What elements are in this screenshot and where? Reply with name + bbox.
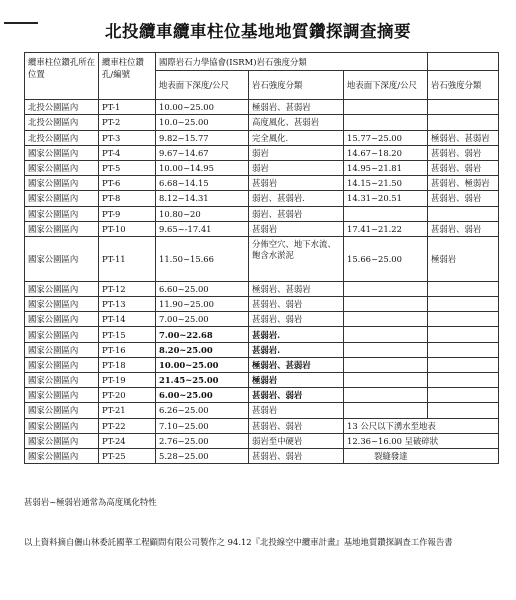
cell-strength-1: 甚弱岩. — [249, 327, 344, 342]
cell-strength-2: 極弱岩、甚弱岩 — [428, 130, 499, 145]
cell-borehole-id: PT-18 — [99, 357, 156, 372]
table-row — [25, 403, 499, 418]
cell-depth-1: 2.76~25.00 — [156, 433, 249, 448]
cell-depth-2 — [344, 403, 428, 418]
cell-strength-1: 極弱岩 — [249, 373, 344, 388]
cell-borehole-id: PT-8 — [99, 191, 156, 206]
cell-location: 國家公園區內 — [25, 312, 99, 327]
cell-strength-2 — [428, 342, 499, 357]
cell-strength-1: 弱岩 — [249, 160, 344, 175]
page-title: 北投纜車纜車柱位基地地質鑽探調查摘要 — [105, 22, 411, 41]
header-isrm: 國際岩石力學協會(ISRM)岩石強度分類 — [156, 53, 428, 71]
cell-borehole-id: PT-15 — [99, 327, 156, 342]
table-row — [25, 281, 499, 296]
cell-depth-1: 10.00~14.95 — [156, 160, 249, 175]
cell-depth-2 — [344, 388, 428, 403]
cell-strength-2 — [428, 206, 499, 221]
cell-location: 國家公園區內 — [25, 281, 99, 296]
cell-strength-1: 甚弱岩、弱岩 — [249, 297, 344, 312]
cell-location: 國家公園區內 — [25, 145, 99, 160]
cell-strength-2: 甚弱岩、弱岩 — [428, 160, 499, 175]
table-row — [25, 145, 499, 160]
table-row — [25, 130, 499, 145]
source-citation: 以上資料摘自儷山林委託國華工程顧問有限公司製作之 94.12『北投線空中纜車計畫』基地地質鑽探調查工作報告書 — [24, 537, 453, 547]
cell-depth-1: 8.20~25.00 — [156, 342, 249, 357]
cell-strength-2: 甚弱岩、弱岩 — [428, 191, 499, 206]
table-row — [25, 373, 499, 388]
cell-strength-2: 甚弱岩、弱岩 — [428, 145, 499, 160]
cell-borehole-id: PT-19 — [99, 373, 156, 388]
cell-strength-1: 弱岩 — [249, 145, 344, 160]
cell-depth-1: 9.82~15.77 — [156, 130, 249, 145]
cell-strength-2 — [428, 281, 499, 296]
header-depth-2: 地表面下深度/公尺 — [344, 71, 428, 100]
cell-strength-1: 極弱岩、甚弱岩 — [249, 100, 344, 115]
table-row — [25, 206, 499, 221]
cell-borehole-id: PT-5 — [99, 160, 156, 175]
cell-strength-2 — [428, 100, 499, 115]
cell-depth-2 — [344, 115, 428, 130]
cell-depth-2 — [344, 312, 428, 327]
cell-borehole-id: PT-11 — [99, 236, 156, 281]
cell-strength-1: 高度風化、甚弱岩 — [249, 115, 344, 130]
cell-location: 國家公園區內 — [25, 388, 99, 403]
cell-strength-1: 甚弱岩. — [249, 342, 344, 357]
cell-borehole-id: PT-12 — [99, 281, 156, 296]
cell-strength-1: 甚弱岩 — [249, 403, 344, 418]
cell-borehole-id: PT-6 — [99, 176, 156, 191]
cell-depth-2: 15.77~25.00 — [344, 130, 428, 145]
header-strength-2: 岩石強度分類 — [428, 71, 499, 100]
table-row — [25, 191, 499, 206]
cell-location: 國家公園區內 — [25, 191, 99, 206]
cell-location: 國家公園區內 — [25, 373, 99, 388]
table-row — [25, 388, 499, 403]
cell-depth-2: 14.15~21.50 — [344, 176, 428, 191]
cell-strength-2 — [428, 357, 499, 372]
cell-depth-2 — [344, 342, 428, 357]
cell-strength-2 — [428, 388, 499, 403]
cell-strength-1: 甚弱岩、弱岩 — [249, 418, 344, 433]
cell-strength-2: 極弱岩 — [428, 236, 499, 281]
cell-location: 國家公園區內 — [25, 403, 99, 418]
cell-strength-1: 弱岩、甚弱岩. — [249, 191, 344, 206]
header-blank — [428, 53, 499, 71]
cell-depth-1: 5.28~25.00 — [156, 448, 249, 463]
cell-strength-1: 極弱岩、甚弱岩 — [249, 357, 344, 372]
cell-strength-1: 甚弱岩 — [249, 176, 344, 191]
cell-borehole-id: PT-16 — [99, 342, 156, 357]
cell-strength-2 — [428, 115, 499, 130]
cell-borehole-id: PT-24 — [99, 433, 156, 448]
cell-strength-2: 甚弱岩、弱岩 — [428, 221, 499, 236]
cell-borehole-id: PT-4 — [99, 145, 156, 160]
cell-borehole-id: PT-13 — [99, 297, 156, 312]
cell-depth-1: 11.90~25.00 — [156, 297, 249, 312]
cell-depth-1: 10.0~25.00 — [156, 115, 249, 130]
cell-depth-2 — [344, 297, 428, 312]
cell-location: 國家公園區內 — [25, 357, 99, 372]
cell-remark: 12.36~16.00 呈破碎狀 — [344, 433, 499, 448]
cell-location: 國家公園區內 — [25, 297, 99, 312]
table-row — [25, 418, 499, 433]
header-location: 纜車柱位鑽孔所在位置 — [25, 53, 99, 100]
cell-location: 國家公園區內 — [25, 448, 99, 463]
cell-depth-1: 7.00~22.68 — [156, 327, 249, 342]
table-row — [25, 176, 499, 191]
cell-depth-1: 6.00~25.00 — [156, 388, 249, 403]
cell-depth-2: 14.67~18.20 — [344, 145, 428, 160]
cell-strength-1: 甚弱岩、弱岩 — [249, 312, 344, 327]
footnote: 甚弱岩~極弱岩通常為高度風化特性 — [24, 497, 157, 507]
table-row — [25, 115, 499, 130]
table-row — [25, 342, 499, 357]
header-strength-1: 岩石強度分類 — [249, 71, 344, 100]
cell-borehole-id: PT-14 — [99, 312, 156, 327]
cell-depth-1: 11.50~15.66 — [156, 236, 249, 281]
table-row — [25, 448, 499, 463]
cell-borehole-id: PT-1 — [99, 100, 156, 115]
cell-location: 國家公園區內 — [25, 342, 99, 357]
cell-borehole-id: PT-25 — [99, 448, 156, 463]
table-row — [25, 297, 499, 312]
cell-depth-1: 6.60~25.00 — [156, 281, 249, 296]
header-depth-1: 地表面下深度/公尺 — [156, 71, 249, 100]
cell-location: 北投公園區內 — [25, 130, 99, 145]
cell-borehole-id: PT-10 — [99, 221, 156, 236]
cell-depth-2 — [344, 373, 428, 388]
cell-depth-2 — [344, 357, 428, 372]
cell-strength-2 — [428, 327, 499, 342]
cell-strength-1: 弱岩至中硬岩 — [249, 433, 344, 448]
cell-location: 國家公園區內 — [25, 176, 99, 191]
cell-strength-2 — [428, 403, 499, 418]
table-row — [25, 221, 499, 236]
cell-depth-2 — [344, 327, 428, 342]
cell-depth-2: 14.95~21.81 — [344, 160, 428, 175]
table-row — [25, 433, 499, 448]
cell-depth-1: 10.80~20 — [156, 206, 249, 221]
cell-location: 北投公園區內 — [25, 100, 99, 115]
cell-location: 國家公園區內 — [25, 206, 99, 221]
cell-strength-1: 弱岩、甚弱岩 — [249, 206, 344, 221]
cell-depth-2: 17.41~21.22 — [344, 221, 428, 236]
header-borehole-id: 纜車柱位鑽孔/編號 — [99, 53, 156, 100]
cell-strength-1: 分佈空穴、地下水流、飽含水淤泥 — [249, 236, 344, 281]
cell-borehole-id: PT-9 — [99, 206, 156, 221]
cell-depth-1: 7.00~25.00 — [156, 312, 249, 327]
cell-depth-2 — [344, 100, 428, 115]
cell-strength-2 — [428, 297, 499, 312]
cell-depth-1: 10.00~25.00 — [156, 357, 249, 372]
cell-borehole-id: PT-22 — [99, 418, 156, 433]
table-row — [25, 236, 499, 281]
cell-location: 北投公園區內 — [25, 115, 99, 130]
table-row — [25, 357, 499, 372]
cell-strength-1: 完全風化. — [249, 130, 344, 145]
cell-borehole-id: PT-2 — [99, 115, 156, 130]
cell-depth-1: 21.45~25.00 — [156, 373, 249, 388]
cell-remark: 13 公尺以下湧水至地表 — [344, 418, 499, 433]
cell-borehole-id: PT-21 — [99, 403, 156, 418]
cell-strength-1: 極弱岩、甚弱岩 — [249, 281, 344, 296]
table-row — [25, 160, 499, 175]
cell-borehole-id: PT-20 — [99, 388, 156, 403]
cell-strength-2 — [428, 373, 499, 388]
cell-strength-1: 甚弱岩、弱岩 — [249, 448, 344, 463]
cell-location: 國家公園區內 — [25, 433, 99, 448]
table-row — [25, 100, 499, 115]
cell-depth-2: 14.31~20.51 — [344, 191, 428, 206]
cell-strength-1: 甚弱岩、弱岩 — [249, 388, 344, 403]
cell-depth-1: 9.65~-17.41 — [156, 221, 249, 236]
cell-strength-1: 甚弱岩 — [249, 221, 344, 236]
borehole-table — [24, 52, 499, 464]
cell-location: 國家公園區內 — [25, 160, 99, 175]
cell-location: 國家公園區內 — [25, 418, 99, 433]
cell-depth-1: 8.12~14.31 — [156, 191, 249, 206]
cell-depth-1: 6.68~14.15 — [156, 176, 249, 191]
cell-depth-1: 7.10~25.00 — [156, 418, 249, 433]
cell-depth-1: 9.67~14.67 — [156, 145, 249, 160]
cell-depth-1: 6.26~25.00 — [156, 403, 249, 418]
cell-borehole-id: PT-3 — [99, 130, 156, 145]
cell-location: 國家公園區內 — [25, 327, 99, 342]
cell-strength-2: 甚弱岩、極弱岩 — [428, 176, 499, 191]
cell-depth-2 — [344, 281, 428, 296]
cell-depth-2 — [344, 206, 428, 221]
cell-depth-2: 15.66~25.00 — [344, 236, 428, 281]
cell-location: 國家公園區內 — [25, 236, 99, 281]
cell-depth-1: 10.00~25.00 — [156, 100, 249, 115]
table-row — [25, 327, 499, 342]
table-row — [25, 312, 499, 327]
cell-strength-2 — [428, 312, 499, 327]
cell-location: 國家公園區內 — [25, 221, 99, 236]
cell-remark: 裂縫發達 — [344, 448, 499, 463]
